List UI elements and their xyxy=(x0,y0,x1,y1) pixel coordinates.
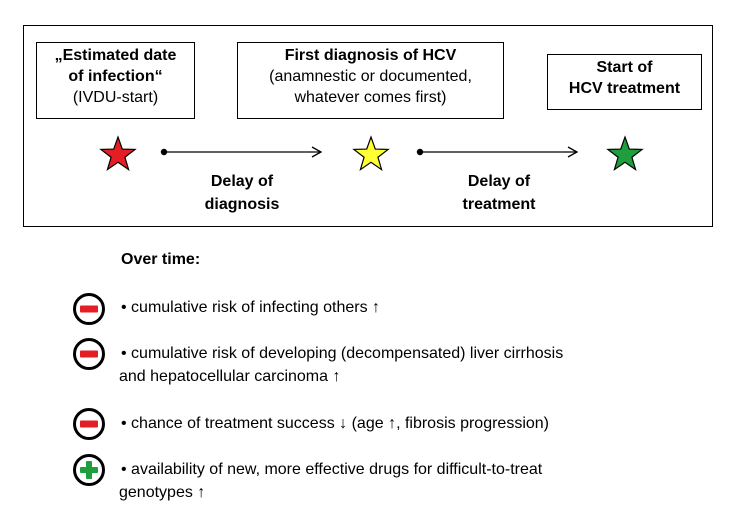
box2-line1: First diagnosis of HCV xyxy=(284,47,457,64)
delay2-line1: Delay of xyxy=(467,173,531,190)
box3-line1: Start of xyxy=(596,59,653,76)
delay1-line2: diagnosis xyxy=(204,196,280,213)
box1-line2: of infection“ xyxy=(68,68,163,85)
delay-of-diagnosis-label xyxy=(187,170,297,216)
estimated-infection-date-box xyxy=(36,42,195,119)
item1-line1: • cumulative risk of infecting others ↑ xyxy=(121,299,381,316)
item3-line1: • chance of treatment success ↓ (age ↑, fibrosis progression) xyxy=(121,415,550,432)
plus-circle-icon xyxy=(72,453,106,487)
treatment-delay-arrow xyxy=(416,145,586,159)
item4-line2: genotypes ↑ xyxy=(119,484,206,501)
item4-line1: • availability of new, more effective drugs for difficult-to-treat xyxy=(121,461,543,478)
delay2-line2: treatment xyxy=(462,196,536,213)
minus-circle-icon xyxy=(72,337,106,371)
diagnosis-delay-arrow xyxy=(160,145,330,159)
green-star-icon xyxy=(605,135,645,173)
box2-line2: (anamnestic or documented, xyxy=(269,68,472,85)
item2-line1: • cumulative risk of developing (decompensated) liver cirrhosis xyxy=(121,345,564,362)
minus-circle-icon xyxy=(72,407,106,441)
delay1-line1: Delay of xyxy=(210,173,274,190)
box1-line3: (IVDU-start) xyxy=(72,89,159,106)
box1-line1: „Estimated date xyxy=(54,47,177,64)
red-star-icon xyxy=(98,135,138,173)
yellow-star-icon xyxy=(351,135,391,173)
first-diagnosis-box xyxy=(237,42,504,119)
box3-line2: HCV treatment xyxy=(568,80,681,97)
delay-of-treatment-label xyxy=(444,170,554,216)
minus-circle-icon xyxy=(72,292,106,326)
item2-line2: and hepatocellular carcinoma ↑ xyxy=(119,368,341,385)
over-time-title: Over time: xyxy=(121,251,201,268)
start-of-treatment-box xyxy=(547,54,702,110)
box2-line3: whatever comes first) xyxy=(294,89,447,106)
